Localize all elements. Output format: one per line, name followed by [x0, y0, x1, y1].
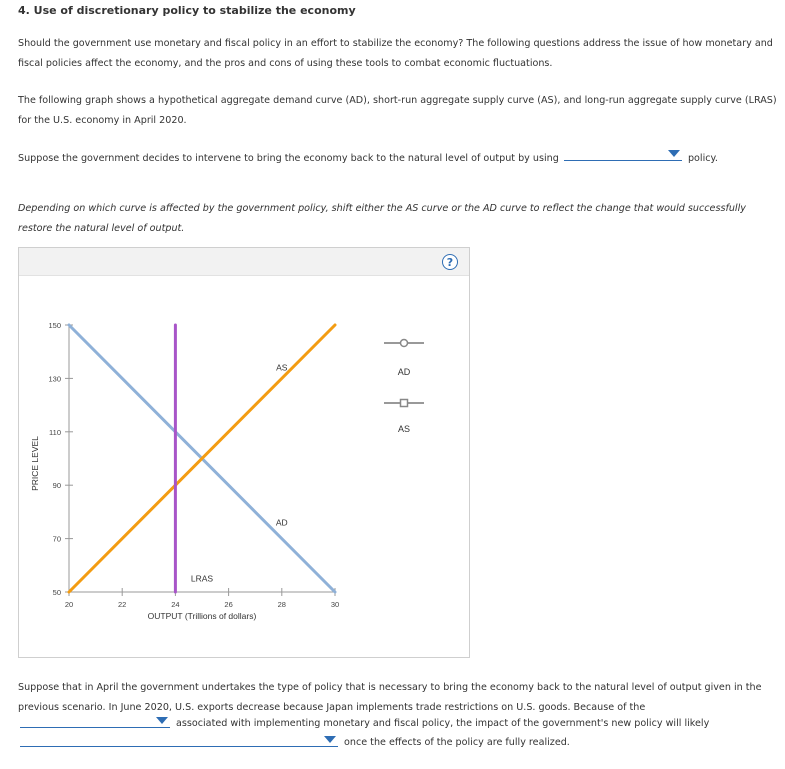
x-tick-label: 20 [64, 600, 74, 609]
graph-intro-paragraph: The following graph shows a hypothetical aggregate demand curve (AD), short-run aggregate supply curve (AS), and long-run aggregate supply curve (LRAS) for the U.S. economy in April 2020. [18, 95, 777, 126]
question-2-ending-text: once the effects of the policy are fully realized. [344, 737, 570, 748]
policy-lag-dropdown[interactable] [20, 715, 170, 728]
x-axis-label: OUTPUT (Trillions of dollars) [147, 611, 257, 621]
y-tick-label: 110 [49, 427, 61, 437]
y-tick-label: 70 [52, 534, 61, 544]
y-tick-label: 50 [52, 588, 61, 597]
y-tick-label: 150 [48, 321, 61, 330]
help-icon[interactable]: ? [442, 254, 458, 270]
x-tick-label: 30 [330, 600, 340, 609]
y-tick-label: 130 [48, 374, 61, 384]
ad-curve-label: AD [275, 517, 288, 528]
ad-as-chart[interactable] [19, 248, 469, 657]
legend-ad-handle-icon[interactable] [401, 340, 408, 347]
x-tick-label: 24 [171, 600, 180, 609]
lras-curve-label: LRAS [190, 573, 214, 584]
section-heading: 4. Use of discretionary policy to stabilize the economy [18, 4, 356, 17]
question-1 [18, 148, 783, 169]
question-1-text: Suppose the government decides to intervene to bring the economy back to the natural level of output by using [18, 153, 559, 164]
curve-palette[interactable] [384, 340, 424, 435]
chevron-down-icon [668, 150, 680, 157]
legend-as-handle-icon[interactable] [401, 400, 408, 407]
policy-type-dropdown[interactable] [564, 148, 682, 161]
x-tick-label: 28 [277, 600, 286, 609]
chevron-down-icon [324, 736, 336, 743]
as-curve-label: AS [276, 362, 288, 373]
x-tick-label: 26 [224, 600, 233, 609]
y-axis-label: PRICE LEVEL [30, 436, 40, 491]
chevron-down-icon [156, 717, 168, 724]
graph-panel [18, 247, 470, 658]
x-tick-label: 22 [118, 600, 127, 609]
y-tick-label: 90 [52, 481, 61, 491]
intro-paragraph: Should the government use monetary and fiscal policy in an effort to stabilize the economy? The following questions address the issue of how monetary and fiscal policies affect the economy, and the pros and cons of using these tools to combat economic fluctuations. [18, 38, 773, 69]
policy-impact-dropdown[interactable] [20, 734, 338, 747]
instruction-paragraph: Depending on which curve is affected by the government policy, shift either the AS curve or the AD curve to reflect the change that would successfully restore the natural level of output. [18, 203, 746, 234]
question-1-suffix: policy. [687, 153, 718, 164]
question-2: Suppose that in April the government undertakes the type of policy that is necessary to bring the economy back to the natural level of output given in the previous scenario. In June 2020, U.S. exports decrease because Japan implements trade restrictions on U.S. goods. Because of the [18, 682, 762, 713]
question-2-middle-text: associated with implementing monetary and fiscal policy, the impact of the government's new policy will likely [176, 718, 710, 729]
legend-as-label: AS [397, 424, 411, 434]
legend-ad-label: AD [397, 367, 411, 377]
